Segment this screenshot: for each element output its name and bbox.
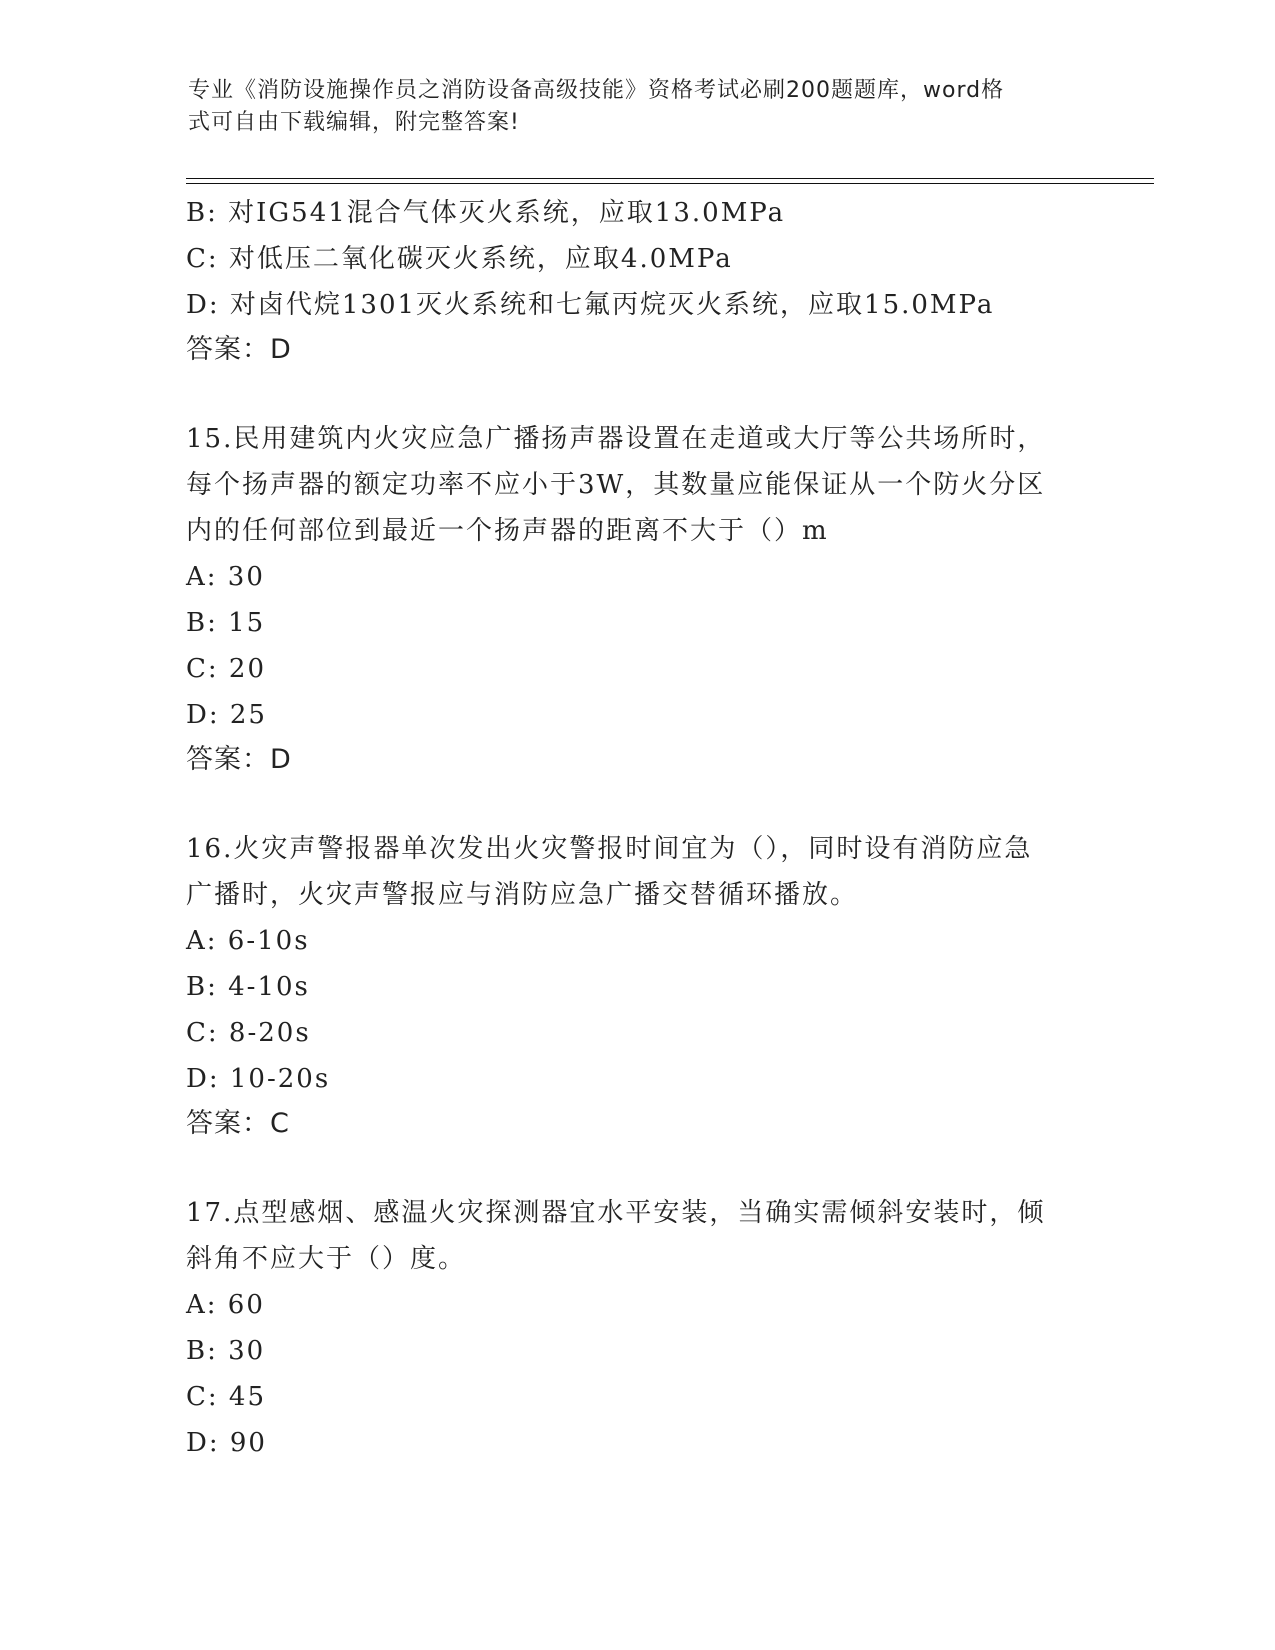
spacer	[186, 1146, 1086, 1190]
question-17	[186, 1190, 1086, 1466]
stem-line: 内的任何部位到最近一个扬声器的距离不大于（）m	[186, 516, 829, 546]
question-stem	[186, 416, 1086, 554]
spacer	[186, 782, 1086, 826]
header-line-1: 专业《消防设施操作员之消防设备高级技能》资格考试必刷200题题库，word格	[188, 78, 1005, 103]
stem-line: 16.火灾声警报器单次发出火灾警报时间宜为（），同时设有消防应急	[186, 834, 1033, 864]
spacer	[186, 372, 1086, 416]
stem-line: 每个扬声器的额定功率不应小于3W，其数量应能保证从一个防火分区	[186, 470, 1046, 500]
option-b: B: 30	[186, 1336, 266, 1366]
option-b: B: 4-10s	[186, 972, 310, 1002]
previous-question-block	[186, 190, 1086, 372]
question-15	[186, 416, 1086, 782]
stem-line: 17.点型感烟、感温火灾探测器宜水平安装，当确实需倾斜安装时，倾	[186, 1198, 1046, 1228]
answer-line: 答案：D	[186, 334, 292, 365]
header-line-2: 式可自由下载编辑，附完整答案!	[188, 110, 520, 135]
stem-line: 斜角不应大于（）度。	[186, 1244, 467, 1274]
option-c: C: 45	[186, 1382, 267, 1412]
option-d: D: 90	[186, 1428, 267, 1458]
stem-line: 15.民用建筑内火灾应急广播扬声器设置在走道或大厅等公共场所时，	[186, 424, 1046, 454]
header-divider-top	[186, 178, 1154, 179]
option-d: D: 10-20s	[186, 1064, 331, 1094]
option-c: C: 8-20s	[186, 1018, 311, 1048]
option-a: A: 60	[186, 1290, 265, 1320]
header-divider-bottom	[186, 183, 1154, 184]
option-a: A: 30	[186, 562, 265, 592]
question-16	[186, 826, 1086, 1146]
option-b: B: 对IG541混合气体灭火系统，应取13.0MPa	[186, 198, 786, 228]
stem-line: 广播时，火灾声警报应与消防应急广播交替循环播放。	[186, 880, 859, 910]
answer-line: 答案：C	[186, 1108, 290, 1139]
option-a: A: 6-10s	[186, 926, 310, 956]
answer-line: 答案：D	[186, 744, 292, 775]
document-header	[188, 75, 1068, 139]
option-d: D: 对卤代烷1301灭火系统和七氟丙烷灭火系统，应取15.0MPa	[186, 290, 995, 320]
option-c: C: 20	[186, 654, 267, 684]
option-b: B: 15	[186, 608, 266, 638]
question-stem	[186, 826, 1086, 918]
option-c: C: 对低压二氧化碳灭火系统，应取4.0MPa	[186, 244, 733, 274]
option-d: D: 25	[186, 700, 267, 730]
question-list	[186, 190, 1086, 1466]
question-stem	[186, 1190, 1086, 1282]
